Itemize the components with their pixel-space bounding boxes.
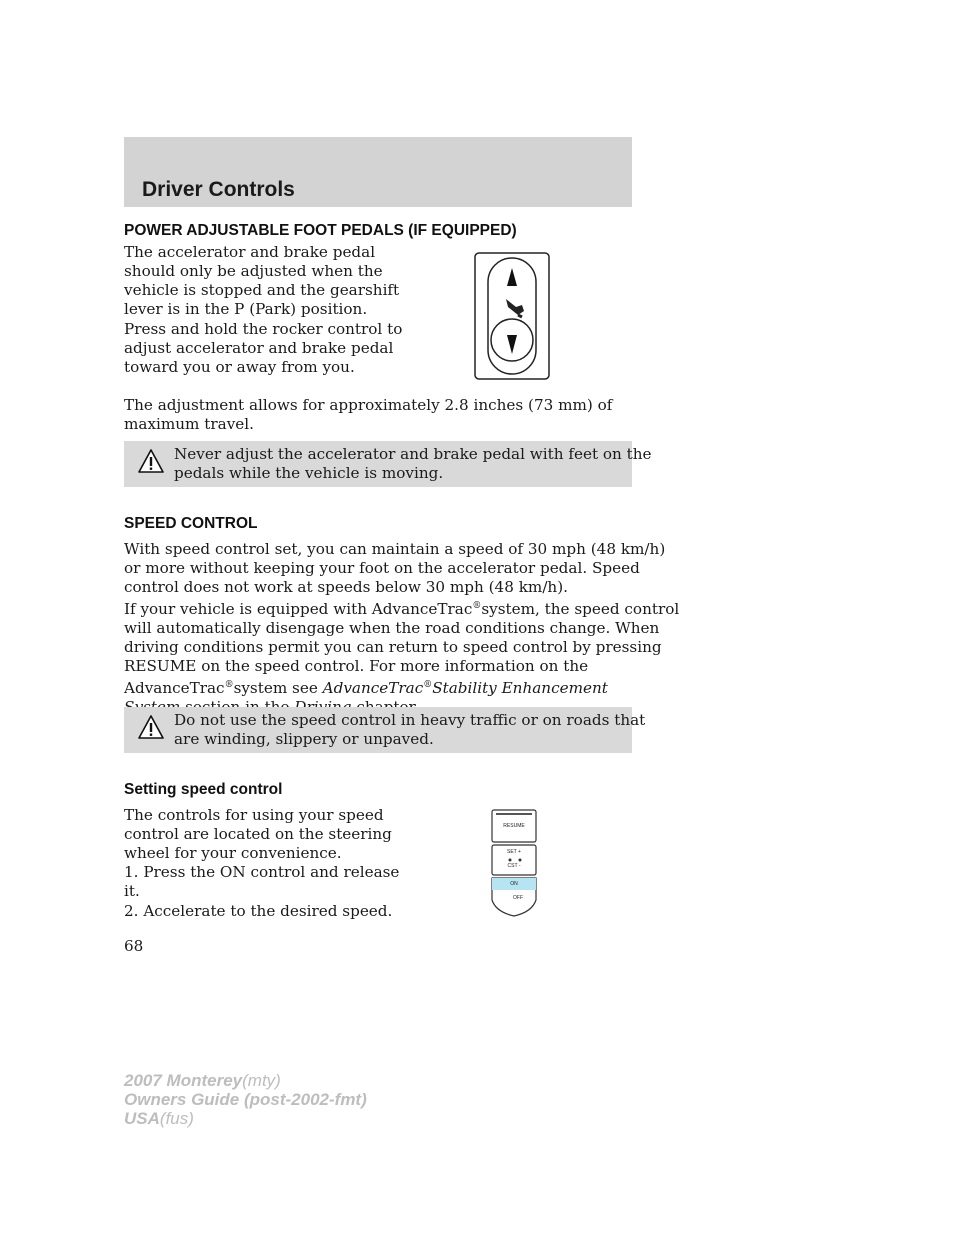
pedal-rocker-switch-illustration (474, 252, 550, 380)
section-title: Driver Controls (142, 178, 295, 201)
pedals-para3: The adjustment allows for approximately 2.8 inches (73 mm) of maximum travel. (124, 396, 613, 433)
pedals-heading: POWER ADJUSTABLE FOOT PEDALS (IF EQUIPPED) (124, 222, 517, 239)
setting-step1: 1. Press the ON control and release it. (124, 863, 400, 900)
cst-minus-button: CST - (507, 863, 521, 869)
setting-step2: 2. Accelerate to the desired speed. (124, 902, 393, 920)
off-button: OFF (513, 895, 523, 901)
speed-para1: With speed control set, you can maintain a speed of 30 mph (48 km/h) or more without keeping your foot on the accelerator pedal. Speed control does not work at speeds below 30 mph (48 km/h). (124, 540, 666, 596)
pedals-warning-text: Never adjust the accelerator and brake pedal with feet on the pedals while the vehicle is moving. (174, 445, 652, 482)
set-plus-button: SET + (507, 849, 521, 855)
speed-warning-text: Do not use the speed control in heavy traffic or on roads that are winding, slippery or unpaved. (174, 711, 646, 748)
on-button: ON (510, 881, 518, 887)
resume-button: RESUME (503, 823, 525, 829)
speed-para2: If your vehicle is equipped with AdvanceTrac®system, the speed control will automatically disengage when the road conditions change. When driving conditions permit you can return to speed control by pressing RESUME on the speed control. For more information on the AdvanceTrac®system see AdvanceTrac®Stability Enhancement (124, 600, 680, 698)
registered-mark-icon: ® (472, 601, 482, 611)
footer-edition-info: 2007 Monterey(mty) Owners Guide (post-2002-fmt) USA(fus) (124, 1071, 367, 1128)
speed-control-buttons-illustration (488, 808, 544, 918)
setting-speed-heading: Setting speed control (124, 781, 283, 798)
pedals-para1: The accelerator and brake pedal should only be adjusted when the vehicle is stopped and the gearshift lever is in the P (Park) position. (124, 243, 400, 318)
pedals-para2: Press and hold the rocker control to adjust accelerator and brake pedal toward you or away from you. (124, 320, 403, 376)
setting-para1: The controls for using your speed control are located on the steering wheel for your convenience. (124, 806, 392, 862)
warning-triangle-icon (138, 715, 164, 739)
speed-control-heading: SPEED CONTROL (124, 515, 258, 532)
page-number: 68 (124, 937, 144, 955)
warning-triangle-icon (138, 449, 164, 473)
